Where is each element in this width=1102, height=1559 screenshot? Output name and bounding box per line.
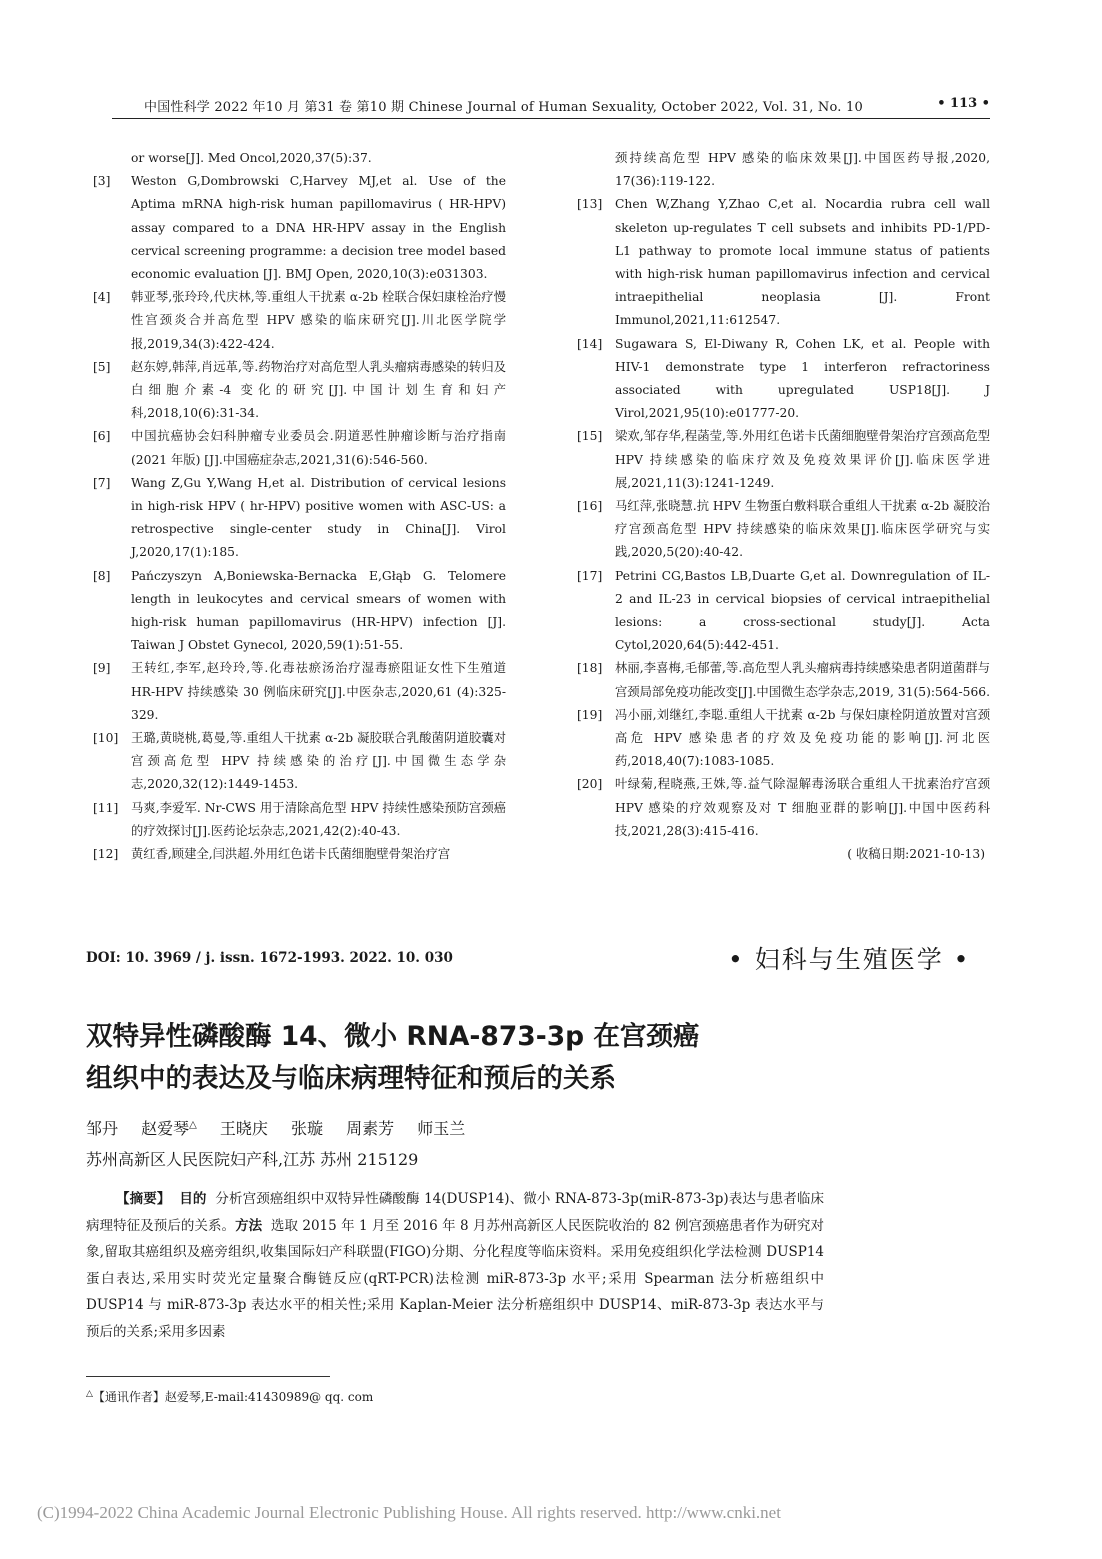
reference-number: [10] (93, 731, 119, 746)
author-2: 赵爱琴△ (141, 1119, 197, 1138)
reference-item (86, 147, 506, 170)
reference-item (86, 797, 506, 843)
reference-text: 颈持续高危型 HPV 感染的临床效果[J].中国医药导报,2020, 17(36):119-122. (615, 151, 990, 189)
reference-text: Petrini CG,Bastos LB,Duarte G,et al. Downregulation of IL-2 and IL-23 in cervical biopsies of cervical intraepithelial lesions: a cross-sectional study[J]. Acta Cytol,2020,64(5):442-451. (615, 568, 990, 653)
reference-number: [19] (577, 707, 603, 722)
reference-item (570, 704, 990, 774)
copyright-watermark: (C)1994-2022 China Academic Journal Electronic Publishing House. All rights reserved. http://www.cnki.net (37, 1503, 781, 1522)
reference-number: [9] (93, 661, 111, 676)
reference-number: [15] (577, 429, 603, 444)
reference-item (570, 333, 990, 426)
reference-number: [3] (93, 174, 111, 189)
footnote-divider (86, 1376, 330, 1377)
reference-number: [14] (577, 336, 603, 351)
section-heading: • 妇科与生殖医学 • (728, 945, 971, 974)
reference-item (86, 565, 506, 658)
method-label: 方法 (235, 1217, 263, 1234)
reference-number: [11] (93, 800, 119, 815)
reference-text: 马红萍,张晓慧.抗 HPV 生物蛋白敷料联合重组人干扰素 α-2b 凝胶治疗宫颈高危型 HPV 持续感染的临床效果[J].临床医学研究与实践,2020,5(20):40-42. (615, 499, 990, 560)
received-date: ( 收稿日期:2021-10-13) (847, 847, 985, 862)
reference-text: Wang Z,Gu Y,Wang H,et al. Distribution of cervical lesions in high-risk HPV ( hr-HPV) positive women with ASC-US: a retrospective single-center study in China[J]. Virol J,2020,17(1):185. (131, 475, 506, 560)
reference-text: 冯小丽,刘继红,李聪.重组人干扰素 α-2b 与保妇康栓阴道放置对宫颈高危 HPV 感染患者的疗效及免疫功能的影响[J].河北医药,2018,40(7):1083-1085. (615, 707, 990, 769)
reference-item (86, 657, 506, 727)
reference-text: Chen W,Zhang Y,Zhao C,et al. Nocardia rubra cell wall skeleton up-regulates T cell subsets and inhibits PD-1/PD-L1 pathway to promote local immune status of patients with high-risk human papillomavirus infection and cervical intraepithelial neoplasia [J]. Front Immunol,2021,11:612547. (615, 197, 990, 328)
title-line-1: 双特异性磷酸酶 14、微小 RNA-873-3p 在宫颈癌 (86, 1021, 700, 1052)
page-number: • 113 • (937, 96, 990, 111)
affiliation: 苏州高新区人民医院妇产科,江苏 苏州 215129 (86, 1150, 419, 1169)
author-4: 张璇 (291, 1119, 324, 1138)
reference-number: [17] (577, 568, 603, 583)
reference-text: 梁欢,邹存华,程菡莹,等.外用红色诺卡氏菌细胞壁骨架治疗宫颈高危型 HPV 持续感染的临床疗效及免疫效果评价[J].临床医学进展,2021,11(3):1241-1249. (615, 429, 990, 490)
article-title (86, 1016, 986, 1100)
reference-number: [6] (93, 429, 111, 444)
reference-item (86, 727, 506, 797)
reference-number: [12] (93, 847, 119, 862)
reference-number: [8] (93, 568, 111, 583)
corresponding-mark: △ (189, 1119, 197, 1131)
reference-item (570, 773, 990, 843)
reference-text: 赵东婷,韩萍,肖远革,等.药物治疗对高危型人乳头瘤病毒感染的转归及白细胞介素-4 变化的研究[J].中国计划生育和妇产科,2018,10(6):31-34. (131, 359, 506, 421)
author-3: 王晓庆 (219, 1119, 268, 1138)
objective-label: 目的 (179, 1191, 207, 1207)
reference-number: [13] (577, 197, 603, 212)
reference-item (570, 657, 990, 703)
title-line-2: 组织中的表达及与临床病理特征和预后的关系 (86, 1063, 616, 1094)
reference-text: 韩亚琴,张玲玲,代庆林,等.重组人干扰素 α-2b 栓联合保妇康栓治疗慢性宫颈炎合并高危型 HPV 感染的临床研究[J].川北医学院学报,2019,34(3):422-424. (131, 290, 506, 351)
abstract (86, 1186, 824, 1346)
reference-item (86, 472, 506, 565)
reference-item (86, 843, 506, 866)
reference-item (570, 147, 990, 193)
author-list (86, 1116, 465, 1139)
abstract-label: 【摘要】 (116, 1191, 171, 1207)
author-1: 邹丹 (86, 1119, 119, 1138)
references-right-column (570, 147, 990, 866)
objective-text: 分析宫颈癌组织中双特异性磷酸酶 14(DUSP14)、微小 RNA-873-3p(miR-873-3p)表达与患者临床病理特征及预后的关系。 (86, 1191, 825, 1234)
journal-info: 中国性科学 2022 年10 月 第31 卷 第10 期 Chinese Journal of Human Sexuality, October 2022, Vol. 31, No. 10 (144, 100, 863, 115)
reference-number: [18] (577, 661, 603, 676)
reference-item (86, 425, 506, 471)
footnote (86, 1388, 373, 1405)
reference-text: 叶绿菊,程晓燕,王姝,等.益气除湿解毒汤联合重组人干扰素治疗宫颈 HPV 感染的疗效观察及对 T 细胞亚群的影响[J].中国中医药科技,2021,28(3):415-416. (615, 777, 990, 838)
reference-item (570, 495, 990, 565)
footnote-text: 【通讯作者】赵爱琴,E-mail:41430989@ qq. com (92, 1390, 374, 1404)
reference-item (86, 170, 506, 286)
reference-number: [4] (93, 290, 111, 305)
reference-text: Weston G,Dombrowski C,Harvey MJ,et al. Use of the Aptima mRNA high-risk human papillomavirus ( HR-HPV) assay compared to a DNA HR-HPV assay in the English cervical screening programme: a decision tree model based economic evaluation [J]. BMJ Open, 2020,10(3):e031303. (131, 174, 506, 282)
reference-text: 马爽,李爱军. Nr-CWS 用于清除高危型 HPV 持续性感染预防宫颈癌的疗效探讨[J].医药论坛杂志,2021,42(2):40-43. (131, 800, 506, 838)
footnote-mark: △ (86, 1389, 93, 1399)
reference-text: Pańczyszyn A,Boniewska-Bernacka E,Głąb G. Telomere length in leukocytes and cervical smears of women with high-risk human papillomavirus (HR-HPV) infection [J]. Taiwan J Obstet Gynecol, 2020,59(1):51-55. (131, 568, 506, 653)
reference-item (86, 286, 506, 356)
reference-text: 王璐,黄晓桃,葛曼,等.重组人干扰素 α-2b 凝胶联合乳酸菌阴道胶囊对宫颈高危型 HPV 持续感染的治疗[J].中国微生态学杂志,2020,32(12):1449-1453. (131, 731, 506, 792)
reference-number: [7] (93, 475, 111, 490)
method-text: 选取 2015 年 1 月至 2016 年 8 月苏州高新区人民医院收治的 82 例宫颈癌患者作为研究对象,留取其癌组织及癌旁组织,收集国际妇产科联盟(FIGO)分期、分化程度等临床资料。采用免疫组织化学法检测 DUSP14 蛋白表达,采用实时荧光定量聚合酶链反应(qRT-PCR)法检测 miR-873-3p 水平;采用 Spearman 法分析癌组织中 DUSP14 与 miR-873-3p 表达水平的相关性;采用 Kaplan-Meier 法分析癌组织中 DUSP14、miR-873-3p 表达水平与预后的关系;采用多因素 (86, 1217, 825, 1340)
doi[interactable]: DOI: 10. 3969 / j. issn. 1672-1993. 2022. 10. 030 (86, 950, 453, 966)
reference-text: 林丽,李喜梅,毛郁蕾,等.高危型人乳头瘤病毒持续感染患者阴道菌群与宫颈局部免疫功能改变[J].中国微生态学杂志,2019, 31(5):564-566. (615, 661, 991, 699)
reference-item (570, 193, 990, 332)
reference-text: or worse[J]. Med Oncol,2020,37(5):37. (131, 151, 372, 165)
reference-text: 中国抗癌协会妇科肿瘤专业委员会.阴道恶性肿瘤诊断与治疗指南(2021 年版) [J].中国癌症杂志,2021,31(6):546-560. (131, 429, 506, 467)
reference-item (86, 356, 506, 426)
author-5: 周素芳 (346, 1119, 395, 1138)
reference-item (570, 425, 990, 495)
author-6: 师玉兰 (417, 1119, 466, 1138)
reference-number: [20] (577, 777, 603, 792)
reference-text: 王转红,李军,赵玲玲,等.化毒祛瘀汤治疗湿毒瘀阻证女性下生殖道 HR-HPV 持续感染 30 例临床研究[J].中医杂志,2020,61 (4):325-329. (131, 661, 506, 722)
running-header (112, 94, 990, 119)
reference-item (570, 565, 990, 658)
references-left-column (86, 147, 506, 866)
reference-text: 黄红香,顾建全,闫洪超.外用红色诺卡氏菌细胞壁骨架治疗宫 (131, 847, 451, 862)
reference-number: [5] (93, 359, 111, 374)
reference-number: [16] (577, 499, 603, 514)
reference-text: Sugawara S, El-Diwany R, Cohen LK, et al. People with HIV-1 demonstrate type 1 interferon refractoriness associated with upregulated USP18[J]. J Virol,2021,95(10):e01777-20. (615, 336, 990, 421)
